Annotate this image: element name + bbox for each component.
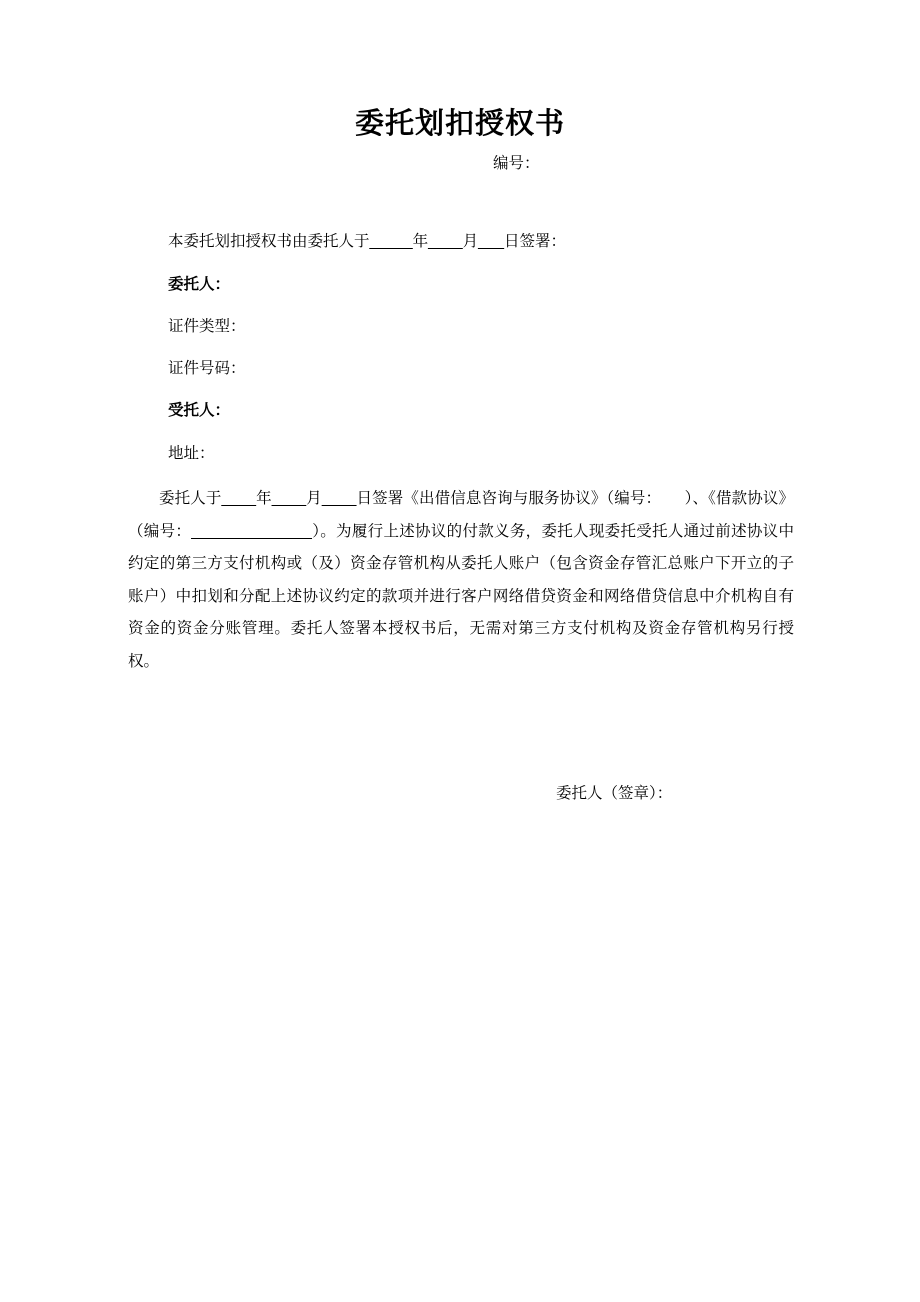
field-principal-label: 委托人： xyxy=(168,276,231,293)
document-number-label: 编号： xyxy=(493,155,540,172)
field-id-number-label: 证件号码： xyxy=(168,360,246,377)
field-trustee-label: 受托人： xyxy=(168,402,231,419)
intro-sentence: 本委托划扣授权书由委托人于_____年____月___日签署： xyxy=(168,233,566,250)
document-title: 委托划扣授权书 xyxy=(354,108,565,140)
signature-label: 委托人（签章）： xyxy=(556,785,673,802)
field-address-label: 地址： xyxy=(168,445,215,462)
authorization-body-paragraph: 委托人于____年____月____日签署《出借信息咨询与服务协议》（编号： ）、《借款协议》（编号：______________）。为履行上述协议的付款义务，委托人现委托受托人通过前述协议中约定的第三方支付机构或（及）资金存管机构从委托人账户（包含资金存管汇总账户下开立的子账户）中扣划和分配上述协议约定的款项并进行客户网络借贷资金和网络借贷信息中介机构自有资金的资金分账管理。委托人签署本授权书后，无需对第三方支付机构及资金存管机构另行授权。 xyxy=(128,490,794,670)
field-id-type-label: 证件类型： xyxy=(168,318,246,335)
